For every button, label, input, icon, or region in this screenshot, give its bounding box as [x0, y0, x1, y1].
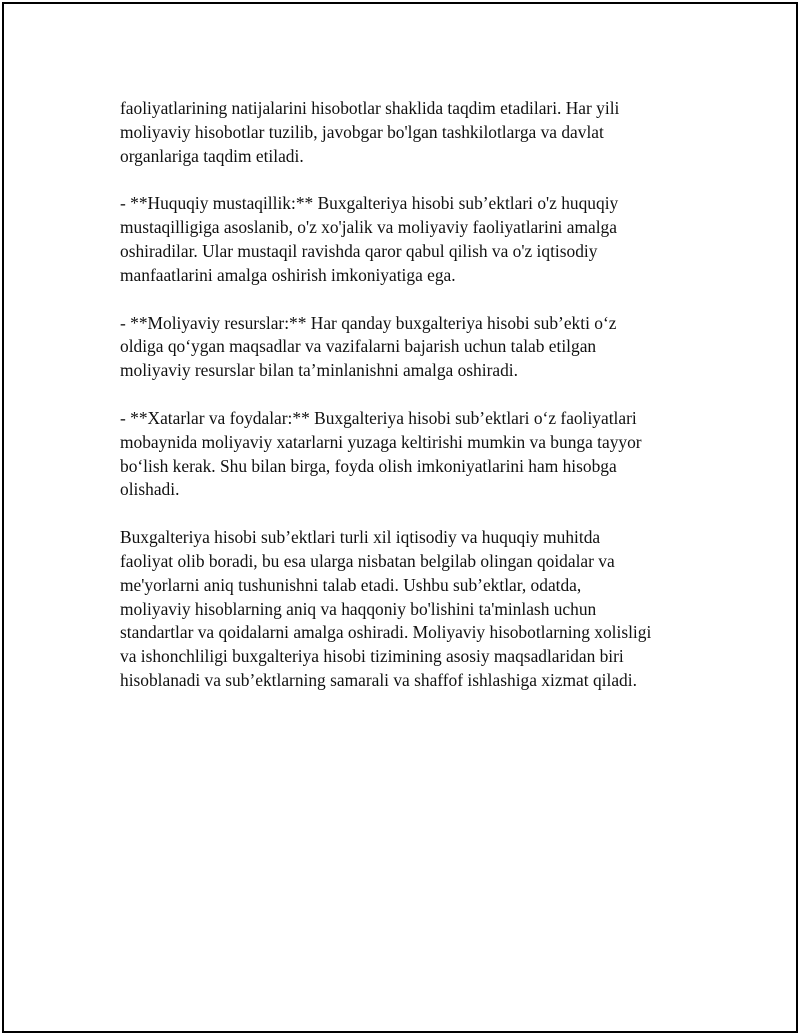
paragraph-risks-and-benefits: - **Xatarlar va foydalar:** Buxgalteriya hisobi sub’ektlari o‘z faoliyatlari mobaynida moliyaviy xatarlarni yuzaga keltirishi mumkin va bunga tayyor bo‘lish kerak. Shu bilan birga, foyda olish imkoniyatlarini ham hisobga olishadi.: [120, 407, 642, 500]
paragraph-conclusion: Buxgalteriya hisobi sub’ektlari turli xil iqtisodiy va huquqiy muhitda faoliyat olib boradi, bu esa ularga nisbatan belgilab olingan qoidalar va me'yorlarni aniq tushunishni talab etadi. Ushbu sub’ektlar, odatda, moliyaviy hisoblarning aniq va haqqoniy bo'lishini ta'minlash uchun standartlar va qoidalarni amalga oshiradi. Moliyaviy hisobotlarning xolisligi va ishonchliligi buxgalteriya hisobi tizimining asosiy maqsadlaridan biri hisoblanadi va sub’ektlarning samarali va shaffof ishlashiga xizmat qiladi.: [120, 527, 652, 690]
document-body: [120, 97, 700, 717]
paragraph-legal-independence: - **Huquqiy mustaqillik:** Buxgalteriya hisobi sub’ektlari o'z huquqiy mustaqilligiga asoslanib, o'z xo'jalik va moliyaviy faoliyatlarini amalga oshiradilar. Ular mustaqil ravishda qaror qabul qilish va o'z iqtisodiy manfaatlarini amalga oshirish imkoniyatiga ega.: [120, 193, 619, 285]
document-page: [2, 2, 798, 1033]
paragraph-financial-resources: - **Moliyaviy resurslar:** Har qanday buxgalteriya hisobi sub’ekti o‘z oldiga qo‘ygan maqsadlar va vazifalarni bajarish uchun talab etilgan moliyaviy resurslar bilan ta’minlanishni amalga oshiradi.: [120, 312, 617, 381]
paragraph-reporting: faoliyatlarining natijalarini hisobotlar shaklida taqdim etadilari. Har yili moliyaviy hisobotlar tuzilib, javobgar bo'lgan tashkilotlarga va davlat organlariga taqdim etiladi.: [120, 98, 620, 166]
